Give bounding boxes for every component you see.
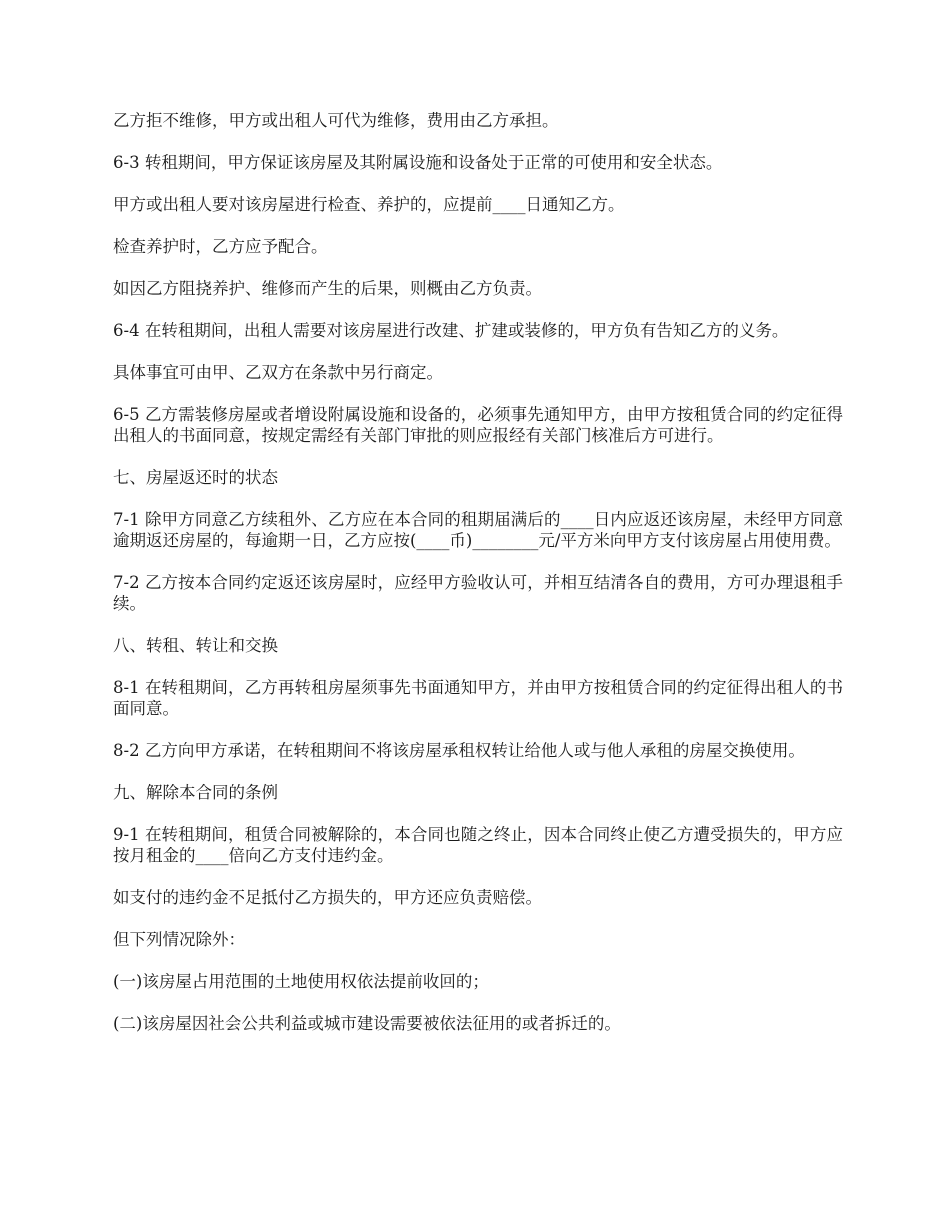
- paragraph: 如支付的违约金不足抵付乙方损失的，甲方还应负责赔偿。: [113, 888, 542, 907]
- paragraph: 如因乙方阻挠养护、维修而产生的后果，则概由乙方负责。: [113, 279, 542, 298]
- clause-6-4: 6-4 在转租期间，出租人需要对该房屋进行改建、扩建或装修的，甲方负有告知乙方的义务。: [113, 321, 789, 340]
- paragraph: 乙方拒不维修，甲方或出租人可代为维修，费用由乙方承担。: [113, 111, 559, 130]
- section-heading-9: 九、解除本合同的条例: [113, 783, 278, 802]
- clause-6-3: 6-3 转租期间，甲方保证该房屋及其附属设施和设备处于正常的可使用和安全状态。: [113, 153, 723, 172]
- clause-8-1: 8-1 在转租期间，乙方再转租房屋须事先书面通知甲方，并由甲方按租赁合同的约定征得出租人的书面同意。: [113, 678, 843, 718]
- clause-9-1: 9-1 在转租期间，租赁合同被解除的，本合同也随之终止，因本合同终止使乙方遭受损失的，甲方应按月租金的____倍向乙方支付违约金。: [113, 825, 843, 865]
- exception-item-2: (二)该房屋因社会公共利益或城市建设需要被依法征用的或者拆迁的。: [113, 1014, 621, 1033]
- document-page: [113, 110, 843, 1055]
- paragraph: 检查养护时，乙方应予配合。: [113, 237, 328, 256]
- exception-item-1: (一)该房屋占用范围的土地使用权依法提前收回的；: [113, 972, 489, 991]
- clause-7-2: 7-2 乙方按本合同约定返还该房屋时，应经甲方验收认可，并相互结清各自的费用，方可办理退租手续。: [113, 573, 843, 613]
- paragraph: 甲方或出租人要对该房屋进行检查、养护的，应提前____日通知乙方。: [113, 195, 625, 214]
- paragraph: 具体事宜可由甲、乙双方在条款中另行商定。: [113, 363, 443, 382]
- clause-7-1: 7-1 除甲方同意乙方续租外、乙方应在本合同的租期届满后的____日内应返还该房屋，未经甲方同意逾期返还房屋的，每逾期一日，乙方应按(____币)________元/平方米向甲方支付该房屋占用使用费。: [113, 510, 843, 550]
- clause-8-2: 8-2 乙方向甲方承诺，在转租期间不将该房屋承租权转让给他人或与他人承租的房屋交换使用。: [113, 741, 805, 760]
- clause-6-5: 6-5 乙方需装修房屋或者增设附属设施和设备的，必须事先通知甲方，由甲方按租赁合同的约定征得出租人的书面同意，按规定需经有关部门审批的则应报经有关部门核准后方可进行。: [113, 405, 843, 445]
- paragraph: 但下列情况除外：: [113, 930, 245, 949]
- section-heading-8: 八、转租、转让和交换: [113, 636, 278, 655]
- section-heading-7: 七、房屋返还时的状态: [113, 468, 278, 487]
